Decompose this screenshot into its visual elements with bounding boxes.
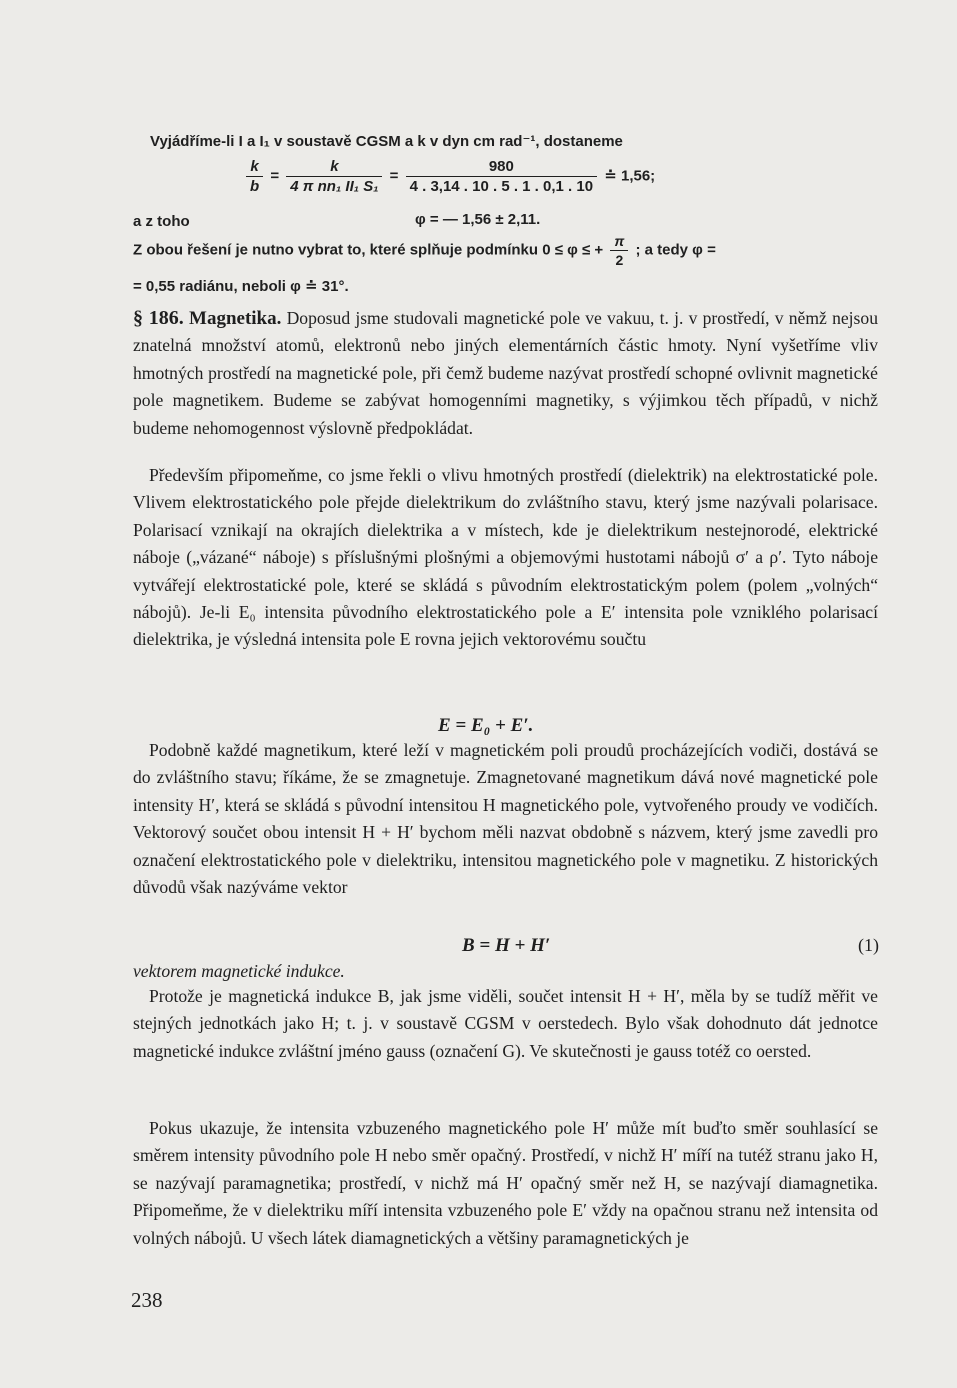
fraction-pi-2: $\frac{\pi}{2}$ xyxy=(610,233,628,268)
paragraph-4: Protože je magnetická indukce B, jak jsme viděli, součet intensit H + H′, měla by se tudíž měřit ve stejných jednotkách jako H; t. j. v soustavě CGSM v oerstedech. Bylo však dohodnuto dát jednotce magnetické indukce zvláštní jméno gauss (označení G). Ve skutečnosti je gauss totéž co oersted. xyxy=(133,986,878,1061)
section-title: Magnetika. xyxy=(189,308,282,329)
paragraph-5: Pokus ukazuje, že intensita vzbuzeného magnetického pole H′ může mít buďto směr souhlasící se směrem intensity původního pole H nebo směr opačný. Prostředí, v nichž H′ míří na tutéž stranu jako H, se nazývají paramagnetika; prostředí, v nichž má H′ opačný směr než H, se nazývají diamagnetika. Připomeňme, že v dielektriku míří intensita vzbuzeného pole E′ vždy na opačnou stranu než intensita od volných nábojů. U všech látek diamagnetických a většiny paramagnetických je xyxy=(133,1118,878,1248)
calc-result: ≐ 1,56; xyxy=(604,167,656,185)
page-number: 238 xyxy=(131,1288,163,1312)
azt-label: a z toho xyxy=(133,213,190,230)
paragraph-3: Podobně každé magnetikum, které leží v magnetickém poli proudů procházejících vodiči, dostává se do zvláštního stavu; říkáme, že se zmagnetuje. Zmagnetované magnetikum dává nové magnetické pole intensity H′, která se skládá s původní intensitou H magnetického pole, vytvořeného proudy ve vodičích. Vektorový součet obou intensit H + H′ bychom měli nazvat obdobně s názvem, který jsme zavedli pro označení elektrostatického pole v dielektriku, intensitou magnetického pole v magnetiku. Z historických důvodů však nazýváme vektor xyxy=(133,740,878,898)
condition-line: Z obou řešení je nutno vybrat to, které splňuje podmínku 0 ≤ φ ≤ + $\frac{\pi}{2}$ ; a tedy φ = xyxy=(133,233,716,268)
calc-intro: Vyjádříme-li I a I₁ v soustavě CGSM a k v dyn cm rad⁻¹, dostaneme xyxy=(150,133,623,150)
section-186-paragraph xyxy=(133,305,878,470)
equation-b: B = H + H′ xyxy=(462,935,551,956)
fraction-k-b: $\frac{k}{b}$ xyxy=(246,158,263,195)
phi-equation: φ = — 1,56 ± 2,11. xyxy=(415,211,541,228)
paragraph-3-end: vektorem magnetické indukce. xyxy=(133,961,345,981)
paragraph-1: Doposud jsme studovali magnetické pole ve vakuu, t. j. v prostředí, v němž nejsou znatelná množství atomů, elektronů nebo jiných elementárních částic hmoty. Nyní vyšetříme vliv hmotných prostředí na magnetické pole, při čemž budeme nazývat prostředí schopné ovlivnit magnetické pole magnetikem. Budeme se zabývat homogenními magnetiky, s výjimkou těch případů, v nichž budeme nehomogennost výslovně předpokládat. xyxy=(133,308,878,438)
calc-equation: $\frac{k}{b}$ = $\frac{k}{\text{4 π nn₁ II₁ S₁}}$ = $\frac{980}{4 . 3,14 . 10 . 5 . 1 . 0,1 . 10}$ ≐ 1,56; xyxy=(243,158,655,195)
equation-e: E = E₀ + E′. xyxy=(438,715,534,736)
fraction-numeric: $\frac{980}{4 . 3,14 . 10 . 5 . 1 . 0,1 . 10}$ xyxy=(406,158,597,195)
equation-number: (1) xyxy=(858,935,879,955)
condition-line-2: = 0,55 radiánu, neboli φ ≐ 31°. xyxy=(133,278,349,295)
paragraph-2: Především připomeňme, co jsme řekli o vlivu hmotných prostředí (dielektrik) na elektrostatické pole. Vlivem elektrostatického pole přejde dielektrikum do zvláštního stavu, který jsme nazývali polarisace. Polarisací vznikají na okrajích dielektrika a v místech, kde je dielektrikum nestejnorodé, elektrické náboje („vázané“ náboje) s příslušnými plošnými a objemovými hustotami nábojů σ′ a ρ′. Tyto náboje vytvářejí elektrostatické pole, které se skládá s původním elektrostatickým polem (polem „volných“ nábojů). Je-li E₀ intensita původního elektrostatického pole a E′ intensita pole vzniklého polarisací dielektrika, je výsledná intensita pole E rovna jejich vektorovému součtu xyxy=(133,465,878,650)
section-mark: § 186. xyxy=(133,307,184,329)
fraction-k-formula: $\frac{k}{\text{4 π nn₁ II₁ S₁}}$ xyxy=(286,158,382,195)
